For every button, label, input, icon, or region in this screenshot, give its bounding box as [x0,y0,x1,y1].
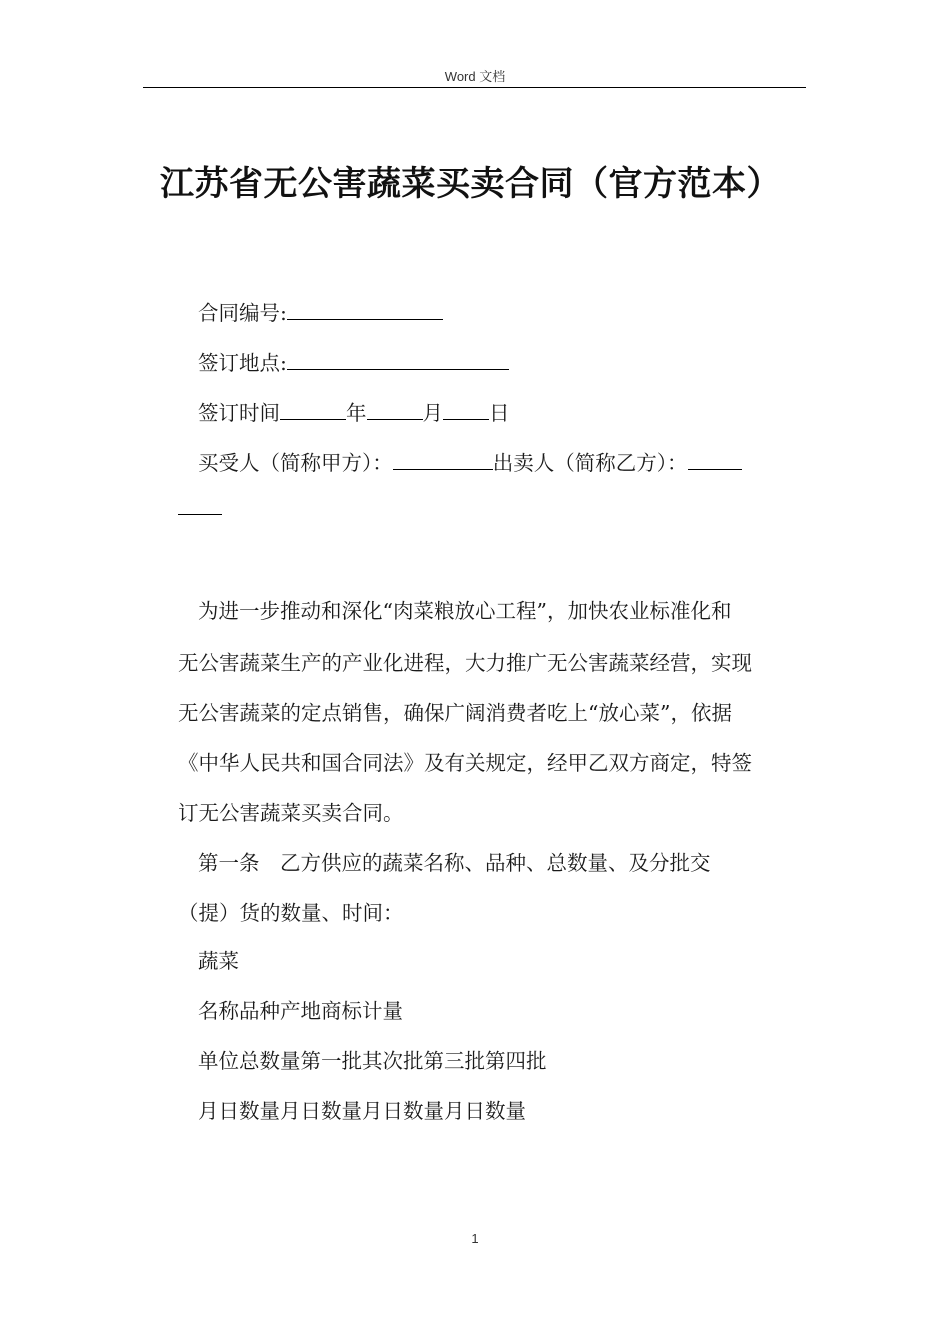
day-blank[interactable] [443,401,489,420]
header-rule [143,87,806,88]
page-header: Word 文档 [444,69,506,84]
buyer-blank[interactable] [393,451,493,470]
sign-time-line [198,396,510,426]
seller-label: 出卖人（简称乙方）： [492,451,688,475]
seller-blank[interactable] [688,451,742,470]
contract-number-line [198,296,443,326]
page-number: 1 [471,1231,479,1246]
document-title: 江苏省无公害蔬菜买卖合同（官方范本） [160,164,781,204]
sign-place-label: 签订地点: [198,351,287,375]
day-label: 日 [489,401,510,425]
sign-time-label: 签订时间 [198,401,280,425]
month-blank[interactable] [367,401,423,420]
month-label: 月 [422,401,443,425]
buyer-label: 买受人（简称甲方）： [198,451,393,475]
sign-place-blank[interactable] [287,351,509,370]
parties-line [198,446,742,476]
table-line-4: 月日数量月日数量月日数量月日数量 [198,1099,526,1123]
paragraph-line-2: 无公害蔬菜生产的产业化进程，大力推广无公害蔬菜经营，实现 [178,651,752,675]
paragraph-line-3: 无公害蔬菜的定点销售，确保广阔消费者吃上“放心菜”，依据 [178,701,732,725]
article-1-line-1: 第一条 乙方供应的蔬菜名称、品种、总数量、及分批交 [198,851,711,875]
table-line-2: 名称品种产地商标计量 [198,999,403,1023]
seller-blank-continued-line [178,496,222,520]
article-1-line-2: （提）货的数量、时间： [178,901,404,925]
contract-number-label: 合同编号: [198,301,287,325]
seller-blank-continued[interactable] [178,496,222,515]
paragraph-line-4: 《中华人民共和国合同法》及有关规定，经甲乙双方商定，特签 [178,751,752,775]
table-line-1: 蔬菜 [198,949,239,973]
paragraph-line-5: 订无公害蔬菜买卖合同。 [178,801,404,825]
contract-number-blank[interactable] [287,301,443,320]
year-label: 年 [346,401,367,425]
paragraph-line-1: 为进一步推动和深化“肉菜粮放心工程”，加快农业标准化和 [198,599,732,623]
sign-place-line [198,346,509,376]
table-line-3: 单位总数量第一批其次批第三批第四批 [198,1049,547,1073]
year-blank[interactable] [280,401,346,420]
